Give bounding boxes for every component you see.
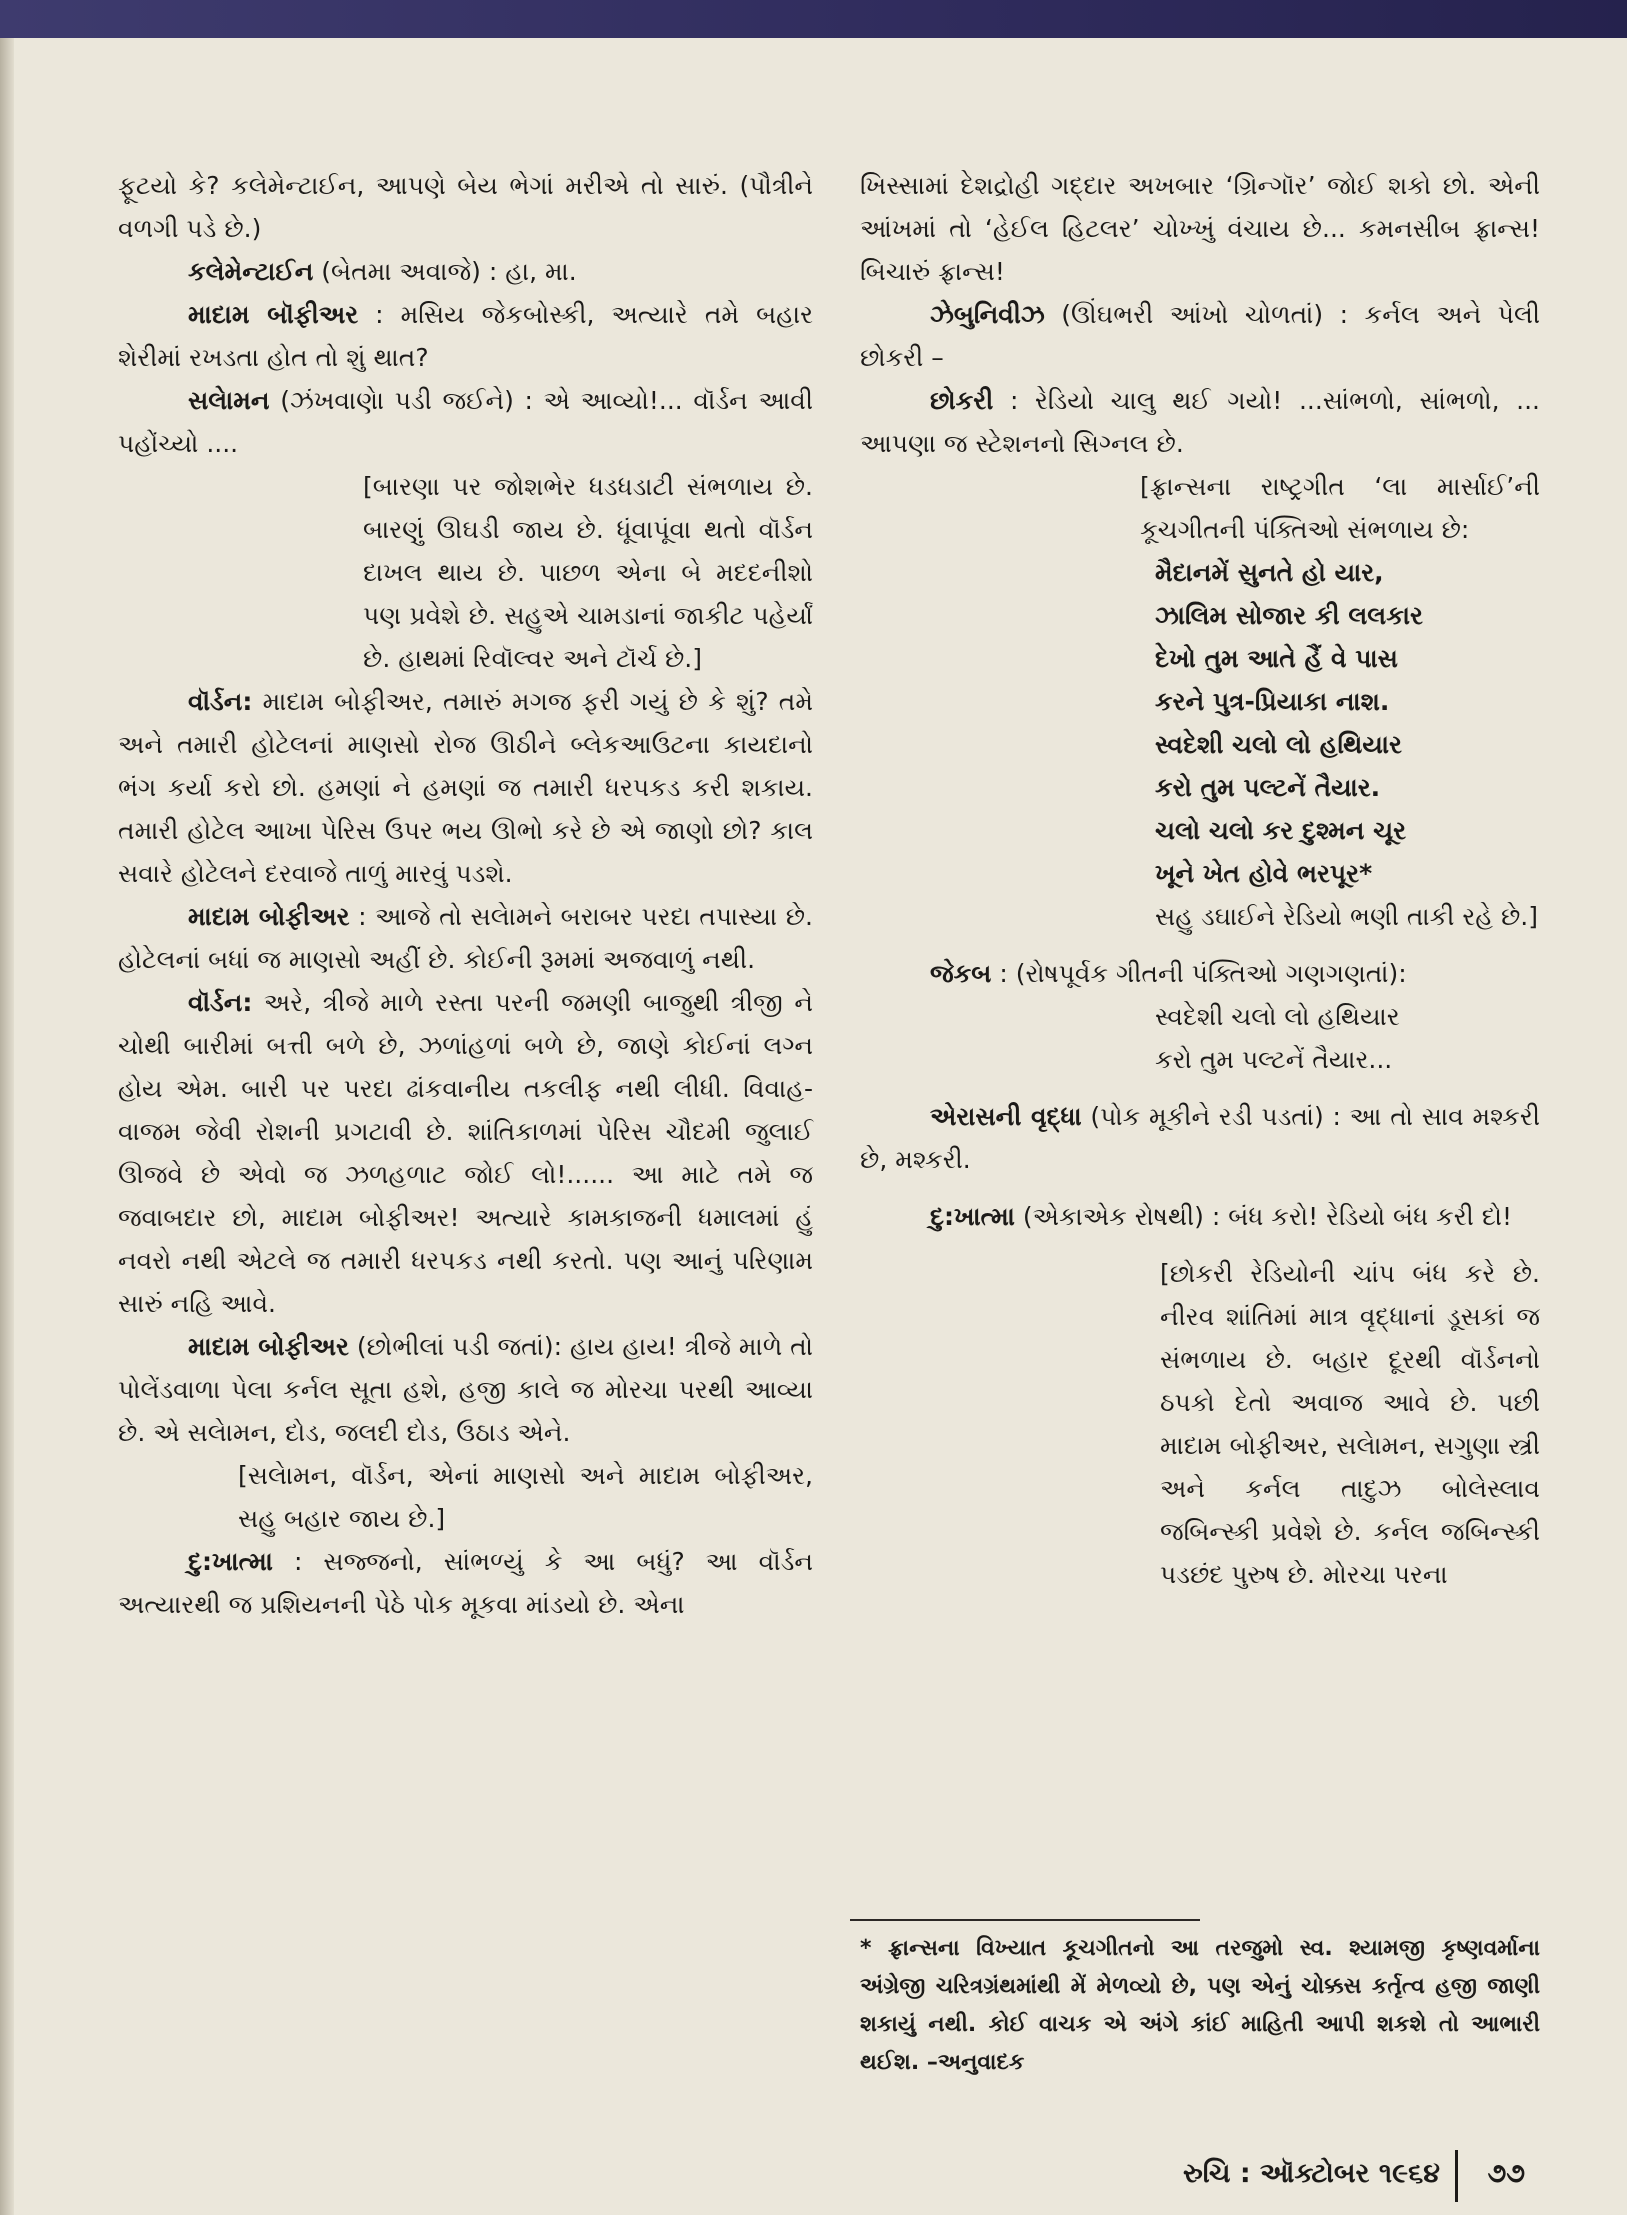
stage-direction-end: સહુ ડઘાઈને રેડિયો ભણી તાકી રહે છે.] (1155, 902, 1539, 931)
dialogue-line: જેકબ : (રોષપૂર્વક ગીતની પંક્તિઓ ગણગણતાં): (930, 959, 1407, 988)
song-lyrics (1155, 551, 1540, 938)
dialogue-line: સલેામન (ઝંખવાણેા પડી જઈને) : એ આવ્યો!... વૉર્ડન આવી પહોંચ્યો .... (118, 386, 813, 458)
dialogue-line: વૉર્ડન: અરે, ત્રીજે માળે રસ્તા પરની જમણી બાજુથી ત્રીજી ને ચોથી બારીમાં બત્તી બળે છે, ઝળાંહળાં બળે છે, જાણે કોઈનાં લગ્ન હોય એમ. બારી પર પરદા ઢાંકવાનીય તકલીફ નથી લીધી. વિવાહ-વાજમ જેવી રોશની પ્રગટાવી છે. શાંતિકાળમાં પેરિસ ચૌદમી જુલાઈ ઊજવે છે એવો જ ઝળહળાટ જોઈ લો!...... આ માટે તમે જ જવાબદાર છો, માદામ બોફીઅર! અત્યારે કામકાજની ધમાલમાં હું નવરો નથી એટલે જ તમારી ધરપકડ નથી કરતો. પણ આનું પરિણામ સારું નહિ આવે. (118, 988, 813, 1318)
song-line: કરો તુમ પલ્ટનેં તૈયાર. (1155, 773, 1381, 802)
right-column (860, 164, 1540, 1596)
song-line: મૈદાનમેં સુનતે હો યાર, (1155, 558, 1384, 587)
magazine-issue: રુચિ : ઑક્ટોબર ૧૯૬૪ (1182, 2158, 1440, 2189)
speaker-name: માદામ બૉફીઅર (188, 300, 359, 329)
song-line: સ્વદેશી ચલો લો હથિયાર (1155, 730, 1402, 759)
dialogue-line: માદામ બૉફીઅર : મસિય જેકબોસ્કી, અત્યારે તમે બહાર શેરીમાં રખડતા હોત તો શું થાત? (118, 300, 813, 372)
stage-direction: [ફ્રાન્સના રાષ્ટ્રગીત ‘લા માર્સાઈ’ની કૂચગીતની પંક્તિઓ સંભળાય છે: (1140, 472, 1540, 544)
speaker-name: જેકબ (930, 959, 992, 988)
stage-direction: [સલેામન, વૉર્ડન, એનાં માણસો અને માદામ બોફીઅર, સહુ બહાર જાય છે.] (238, 1461, 813, 1533)
stage-direction: [બારણા પર જોશભેર ધડધડાટી સંભળાય છે. બારણું ઊઘડી જાય છે. ધૂંવાપૂંવા થતો વૉર્ડન દાખલ થાય છે. પાછળ એના બે મદદનીશો પણ પ્રવેશે છે. સહુએ ચામડાનાં જાકીટ પહેર્યાં છે. હાથમાં રિવૉલ્વર અને ટૉર્ચ છે.] (363, 472, 813, 673)
dialogue-line: વૉર્ડન: માદામ બોફીઅર, તમારું મગજ ફરી ગયું છે કે શું? તમે અને તમારી હોટેલનાં માણસો રોજ ઊઠીને બ્લેકઆઉટના કાયદાનો ભંગ કર્યા કરો છો. હમણાં ને હમણાં જ તમારી ધરપકડ કરી શકાય. તમારી હોટેલ આખા પેરિસ ઉપર ભય ઊભો કરે છે એ જાણો છો? કાલ સવારે હોટેલને દરવાજે તાળું મારવું પડશે. (118, 687, 813, 888)
speaker-name: દુ:ખાત્મા (930, 1202, 1015, 1231)
song-line: દેખો તુમ આતે હૈં વે પાસ (1155, 644, 1398, 673)
speaker-name: ઝેબુનિવીઝ (930, 300, 1045, 329)
page-footer (1110, 2150, 1560, 2200)
footnote-rule (850, 1919, 1200, 1921)
speaker-name: એરાસની વૃદ્ધા (930, 1102, 1082, 1131)
dialogue-line: કલેમેન્ટાઈન (બેતમા અવાજે) : હા, મા. (188, 257, 577, 286)
speaker-name: કલેમેન્ટાઈન (188, 257, 314, 286)
footnote: * ફ્રાન્સના વિખ્યાત કૂચગીતનો આ તરજુમો સ્વ. શ્યામજી કૃષ્ણવર્માના અંગ્રેજી ચરિત્રગ્રંથમાંથી મેં મેળવ્યો છે, પણ એનું ચોક્કસ કર્તૃત્વ હજી જાણી શકાયું નથી. કોઈ વાચક એ અંગે કાંઈ માહિતી આપી શકશે તો આભારી થઈશ. –અનુવાદક (860, 1936, 1540, 2075)
song-line: ચલો ચલો કર દુશ્મન ચૂર (1155, 816, 1407, 845)
speaker-name: માદામ બોફીઅર (188, 902, 350, 931)
song-line: સ્વદેશી ચલો લો હથિયાર (1155, 1002, 1400, 1031)
dialogue-line: માદામ બોફીઅર (છોભીલાં પડી જતાં): હાય હાય! ત્રીજે માળે તો પોલેંડવાળા પેલા કર્નલ સૂતા હશે, હજી કાલે જ મોરચા પરથી આવ્યા છે. એ સલેામન, દોડ, જલદી દોડ, ઉઠાડ એને. (118, 1332, 814, 1447)
song-line: કરને પુત્ર-પ્રિયાકા નાશ. (1155, 687, 1390, 716)
footer-divider (1455, 2150, 1458, 2202)
speaker-name: છોકરી (930, 386, 994, 415)
speaker-name: માદામ બોફીઅર (188, 1332, 349, 1361)
speaker-name: વૉર્ડન: (188, 687, 253, 716)
dialogue-line: માદામ બોફીઅર : આજે તો સલેામને બરાબર પરદા તપાસ્યા છે. હોટેલનાં બધાં જ માણસો અહીં છે. કોઈની રૂમમાં અજવાળું નથી. (118, 902, 813, 974)
speaker-name: વૉર્ડન: (188, 988, 253, 1017)
dialogue-line: દુ:ખાત્મા : સજ્જનો, સાંભળ્યું કે આ બધું? આ વૉર્ડન અત્યારથી જ પ્રશિયનની પેઠે પોક મૂકવા માંડયો છે. એના (118, 1547, 813, 1619)
dialogue-line: ઝેબુનિવીઝ (ઊંઘભરી આંખો ચોળતાં) : કર્નલ અને પેલી છોકરી – (860, 300, 1540, 372)
stage-direction: [છોકરી રેડિયોની ચાંપ બંધ કરે છે. નીરવ શાંતિમાં માત્ર વૃદ્ધાનાં ડૂસકાં જ સંભળાય છે. બહાર દૂરથી વૉર્ડનનો ઠપકો દેતો અવાજ આવે છે. પછી માદામ બોફીઅર, સલેામન, સગુણા સ્ત્રી અને કર્નલ તાદુઝ બોલેસ્લાવ જબિન્સ્કી પ્રવેશે છે. કર્નલ જબિન્સ્કી પડછંદ પુરુષ છે. મોરચા પરના (1160, 1259, 1540, 1589)
dialogue-line: દુ:ખાત્મા (એકાએક રોષથી) : બંધ કરો! રેડિયો બંધ કરી દો! (930, 1202, 1512, 1231)
dialogue-line: છોકરી : રેડિયો ચાલુ થઈ ગયો! ...સાંભળો, સાંભળો, ... આપણા જ સ્ટેશનનો સિગ્નલ છે. (860, 386, 1540, 458)
song-line: ખૂને ખેત હોવે ભરપૂર* (1155, 859, 1373, 888)
dialogue-line: એરાસની વૃદ્ધા (પોક મૂકીને રડી પડતાં) : આ તો સાવ મશ્કરી છે, મશ્કરી. (860, 1102, 1540, 1174)
song-repeat (1155, 995, 1540, 1081)
page-number: ૭૭ (1487, 2158, 1525, 2189)
speaker-name: દુ:ખાત્મા (188, 1547, 273, 1576)
song-line: ઝાલિમ સોજાર કી લલકાર (1155, 601, 1423, 630)
left-column (118, 164, 813, 1626)
song-line: કરો તુમ પલ્ટનેં તૈયાર... (1155, 1045, 1393, 1074)
paragraph-continuation: ફૂટયો કે? કલેમેન્ટાઈન, આપણે બેય ભેગાં મરીએ તો સારું. (પૌત્રીને વળગી પડે છે.) (118, 171, 813, 243)
paragraph-continuation: ખિસ્સામાં દેશદ્રોહી ગદ્દાર અખબાર ‘ગ્રિન્ગૉર’ જોઈ શકો છો. એની આંખમાં તો ‘હેઈલ હિટલર’ ચોખ્ખું વંચાય છે... કમનસીબ ફ્રાન્સ! બિચારું ફ્રાન્સ! (860, 171, 1540, 286)
speaker-name: સલેામન (188, 386, 270, 415)
